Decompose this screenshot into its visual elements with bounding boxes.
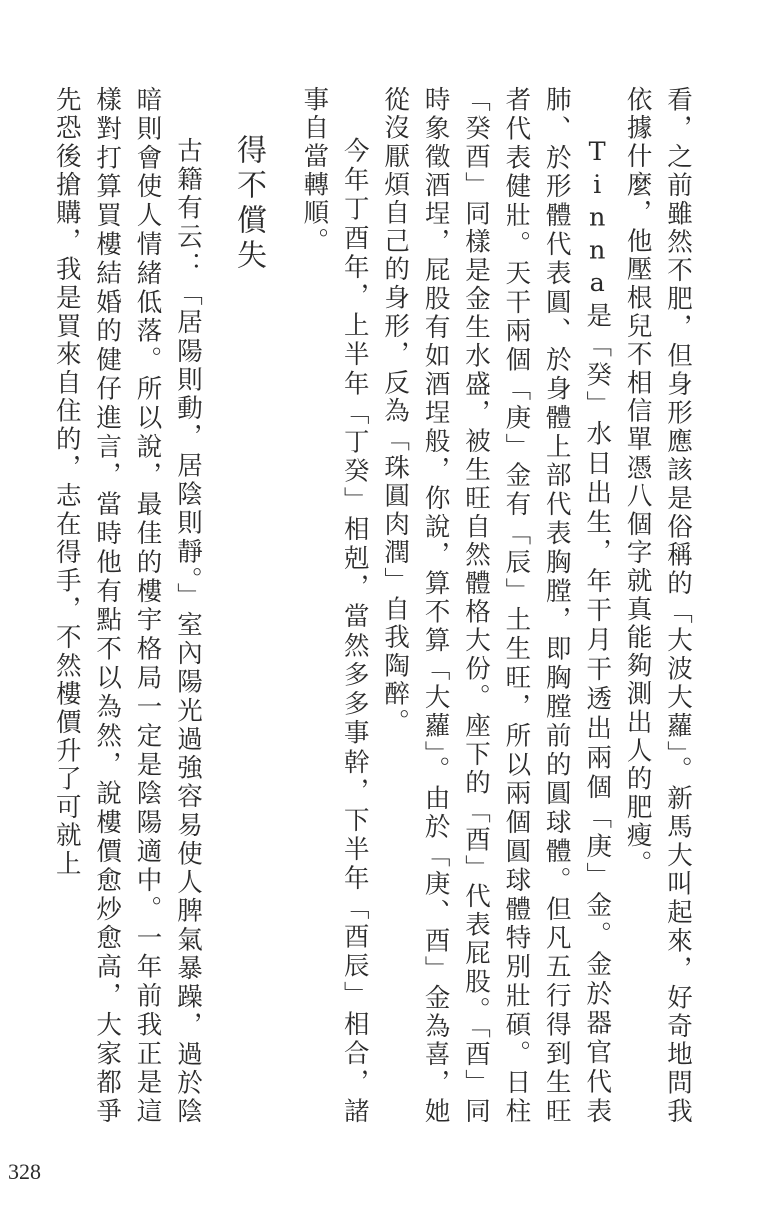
paragraph-3: 今年丁酉年，上半年「丁癸」相剋，當然多多事幹，下半年「酉辰」相合，諸事自當轉順。 — [299, 86, 370, 1126]
paragraph-1-continuation: 看，之前雖然不肥，但身形應該是俗稱的「大波大蘿」。新馬大叫起來，好奇地問我依據什麼，他壓根兒不相信單憑八個字就真能夠測出人的肥瘦。 — [622, 86, 693, 1126]
paragraph-2: Tinna是「癸」水日出生，年干月干透出兩個「庚」金。金於器官代表肺、於形體代表圓、於身體上部代表胸膛，即胸膛前的圓球體。但凡五行得到生旺者代表健壯。天干兩個「庚」金有「辰」土生旺，所以兩個圓球體特別壯碩。日柱「癸酉」同樣是金生水盛，被生旺自然體格大份。座下的「酉」代表屁股。「酉」同時象徵酒埕，屁股有如酒埕般，你說，算不算「大蘿」。由於「庚、酉」金為喜，她從沒厭煩自己的身形，反為「珠圓肉潤」自我陶醉。 — [380, 86, 613, 1126]
section-title: 得不償失 — [230, 134, 266, 274]
vertical-text-body — [51, 86, 698, 1126]
page-number: 328 — [8, 1159, 41, 1184]
section-paragraph-1: 古籍有云：「居陽則動，居陰則靜。」室內陽光過強容易使人脾氣暴躁，過於陰暗則會使人情緒低落。所以說，最佳的樓宇格局一定是陰陽適中。一年前我正是這樣對打算買樓結婚的健仔進言，當時他有點不以為然，說樓價愈炒愈高，大家都爭先恐後搶購，我是買來自住的，志在得手，不然樓價升了可就上 — [51, 86, 203, 1126]
